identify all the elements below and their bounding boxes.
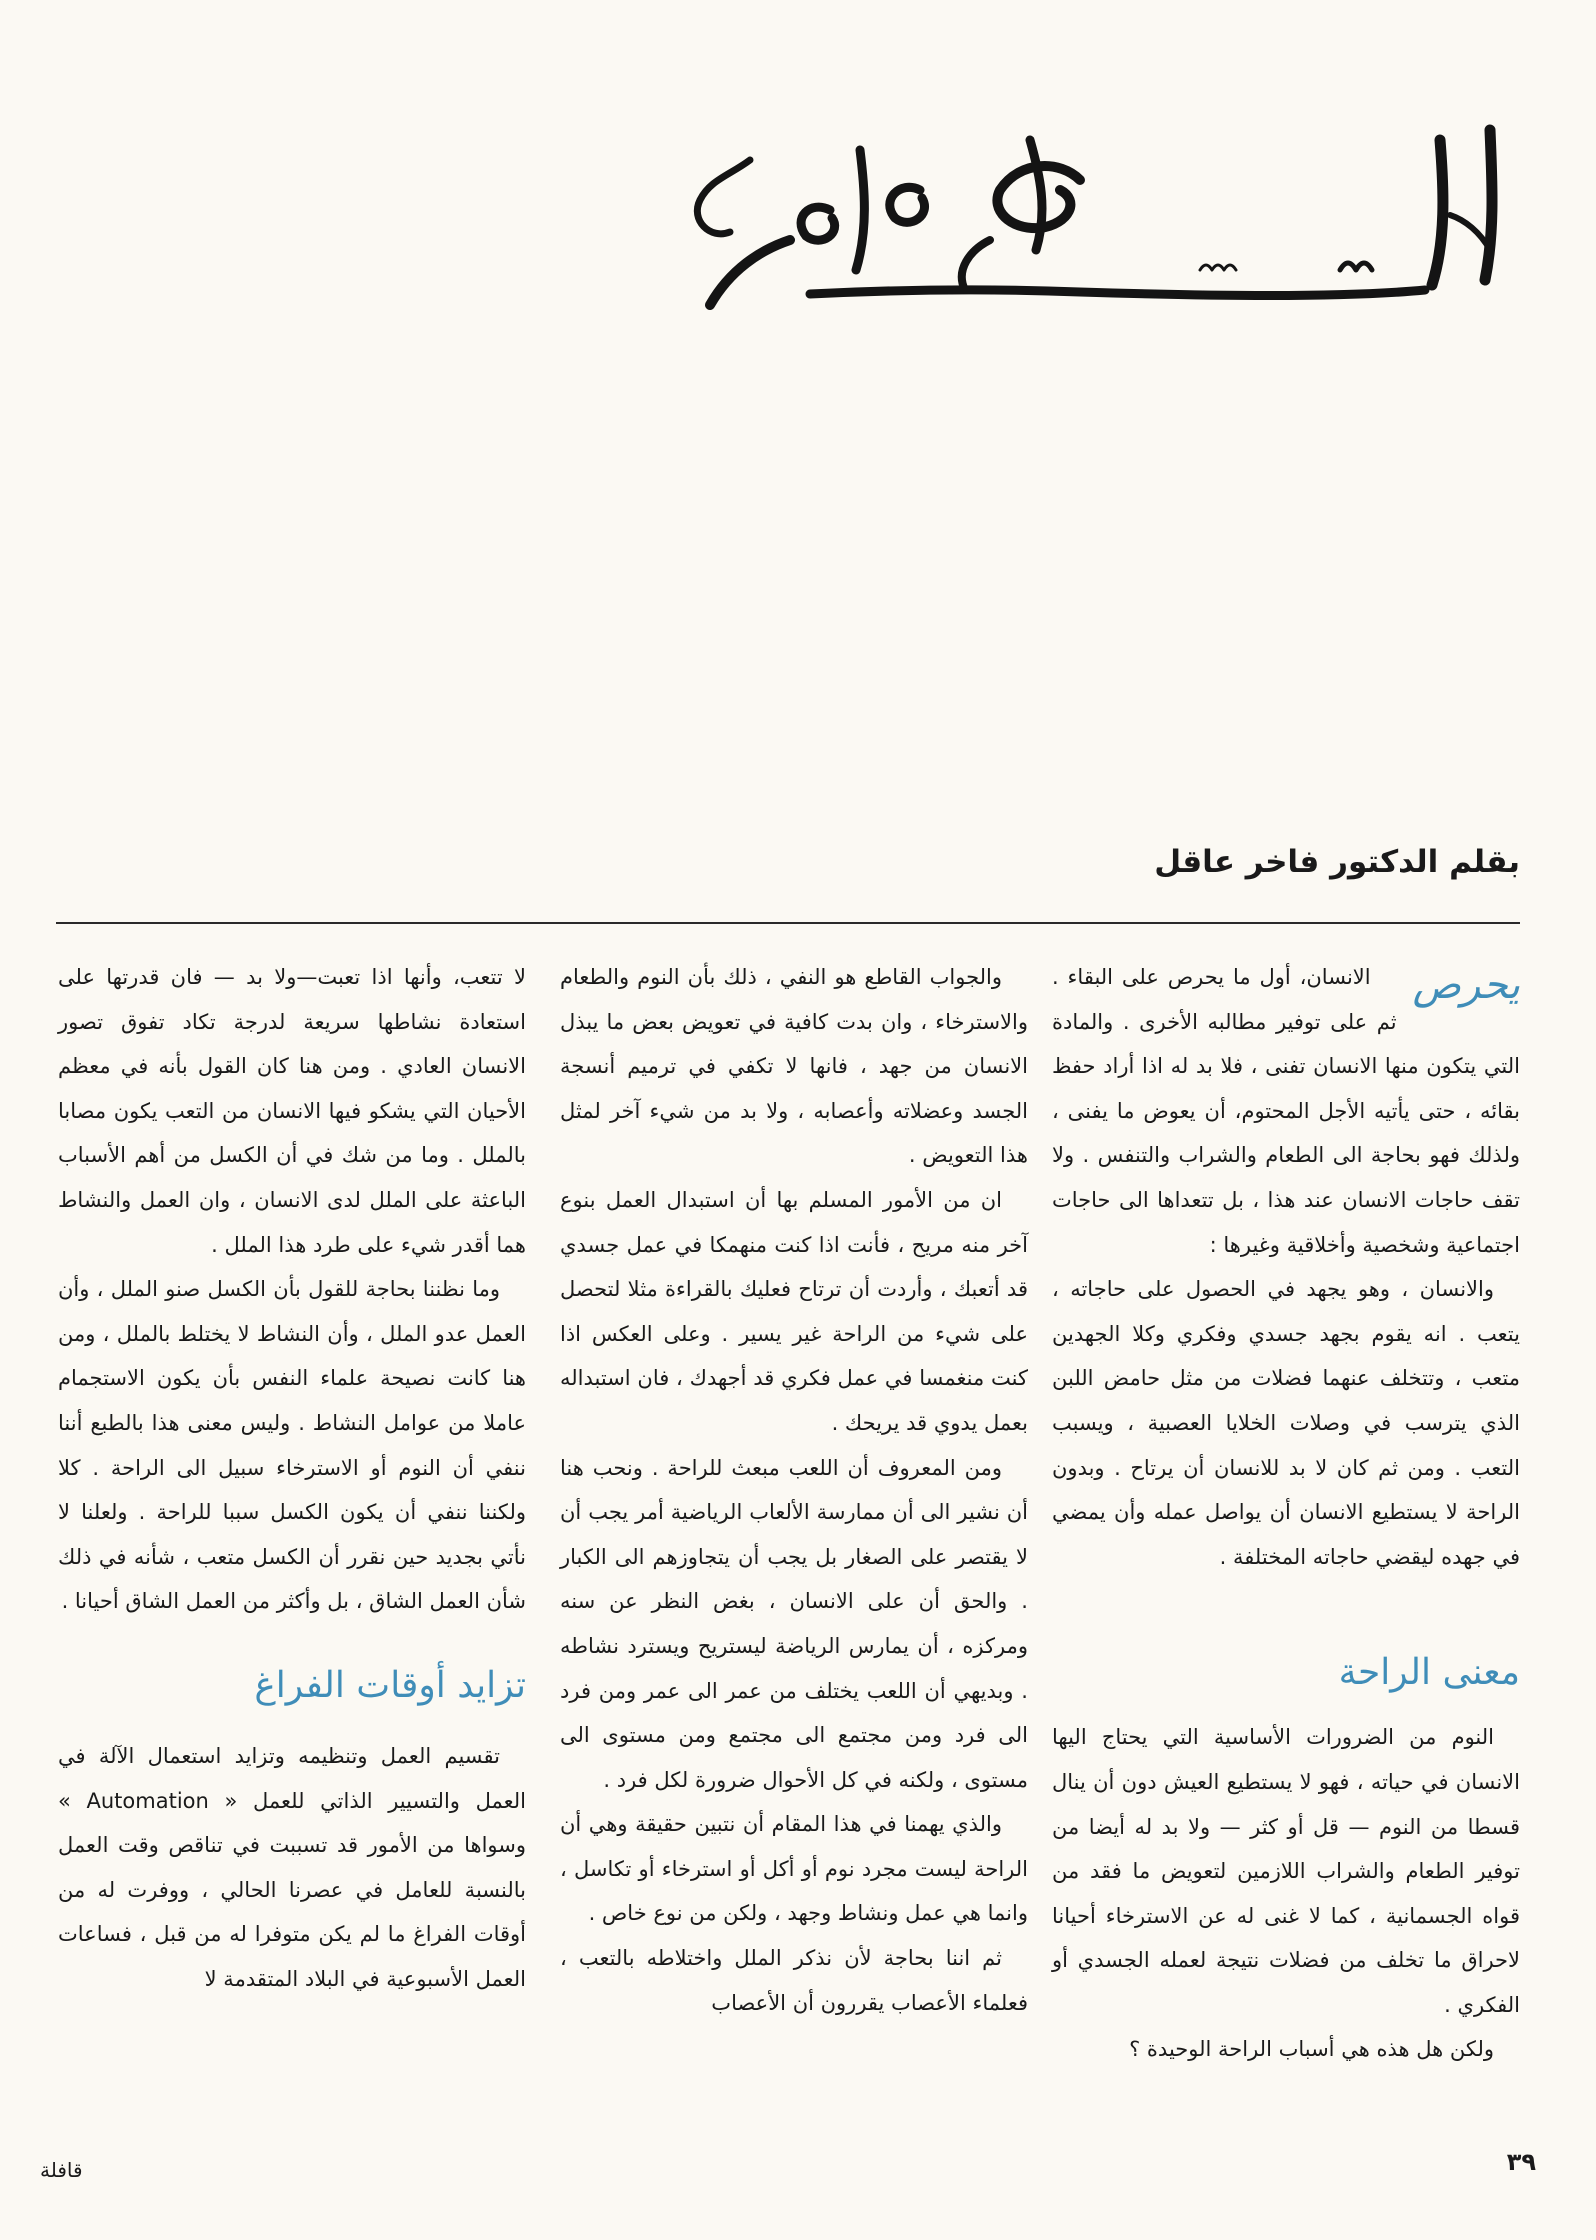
- magazine-name: قافلة: [40, 2158, 83, 2182]
- paragraph: لا تتعب، وأنها اذا تعبت—ولا بد — فان قدرتها على استعادة نشاطها سريعة لدرجة تكاد تفوق تصور الانسان العادي . ومن هنا كان القول بأنه في معظم الأحيان التي يشكو فيها الانسان من التعب يكون مصابا بالملل . وما من شك في أن الكسل من أهم الأسباب الباعثة على الملل لدى الانسان ، وان العمل والنشاط هما أقدر شيء على طرد هذا الملل .: [58, 965, 526, 1257]
- section-heading: تزايد أوقات الفراغ: [254, 1664, 526, 1706]
- section-heading: معنى الراحة: [1338, 1652, 1520, 1694]
- paragraph: ومن المعروف أن اللعب مبعث للراحة . ونحب هنا أن نشير الى أن ممارسة الألعاب الرياضية أمر يجب أن لا يقتصر على الصغار بل يجب أن يتجاوزهم الى الكبار . والحق أن على الانسان ، بغض النظر عن سنه ومركزه ، أن يمارس الرياضة ليستريح ويسترد نشاطه . وبديهي أن اللعب يختلف من عمر الى عمر ومن فرد الى فرد ومن مجتمع الى مجتمع ومن مستوى الى مستوى ، ولكنه في كل الأحوال ضرورة لكل فرد .: [560, 1455, 1028, 1792]
- paragraph: ان من الأمور المسلم بها أن استبدال العمل بنوع آخر منه مريح ، فأنت اذا كنت منهمكا في عمل جسدي قد أتعبك ، وأردت أن ترتاح فعليك بالقراءة مثلا لتحصل على شيء من الراحة غير يسير . وعلى العكس اذا كنت منغمسا في عمل فكري قد أجهدك ، فان استبداله بعمل يدوي قد يريحك .: [560, 1187, 1028, 1435]
- divider-rule: [56, 922, 1520, 924]
- page-number: ٣٩: [1506, 2148, 1536, 2176]
- paragraph: تقسيم العمل وتنظيمه وتزايد استعمال الآلة في العمل والتسيير الذاتي للعمل « Automation » وسواها من الأمور قد تسببت في تناقص وقت العمل بالنسبة للعامل في عصرنا الحالي ، ووفرت له من أوقات الفراغ ما لم يكن متوفرا له من قبل ، فساعات العمل الأسبوعية في البلاد المتقدمة لا: [58, 1743, 526, 1991]
- paragraph: وما نظننا بحاجة للقول بأن الكسل صنو الملل ، وأن العمل عدو الملل ، وأن النشاط لا يختلط بالملل ، ومن هنا كانت نصيحة علماء النفس بأن يكون الاستجمام عاملا من عوامل النشاط . وليس معنى هذا بالطبع أننا ننفي أن النوم أو الاسترخاء سبيل الى الراحة . كلا ولكننا ننفي أن يكون الكسل سببا للراحة . ولعلنا لا نأتي بجديد حين نقرر أن الكسل متعب ، شأنه في ذلك شأن العمل الشاق ، بل وأكثر من العمل الشاق أحيانا .: [58, 1277, 526, 1614]
- article-title: [560, 120, 1520, 320]
- paragraph: والذي يهمنا في هذا المقام أن نتبين حقيقة وهي أن الراحة ليست مجرد نوم أو أكل أو استرخاء أو تكاسل ، وانما هي عمل ونشاط وجهد ، ولكن من نوع خاص .: [560, 1812, 1028, 1926]
- paragraph: والانسان ، وهو يجهد في الحصول على حاجاته ، يتعب . انه يقوم بجهد جسدي وفكري وكلا الجهدين متعب ، وتتخلف عنهما فضلات من مثل حامض اللبن الذي يترسب في وصلات الخلايا العصبية ، ويسبب التعب . ومن ثم كان لا بد للانسان أن يرتاح . وبدون الراحة لا يستطيع الانسان أن يواصل عمله وأن يمضي في جهده ليقضي حاجاته المختلفة .: [1052, 1277, 1520, 1569]
- byline: بقلم الدكتور فاخر عاقل: [1154, 844, 1520, 880]
- column-middle: [560, 955, 1028, 2130]
- paragraph: ولكن هل هذه هي أسباب الراحة الوحيدة ؟: [1129, 2037, 1494, 2062]
- paragraph: الانسان، أول ما يحرص على البقاء . ثم على توفير مطالبه الأخرى . والمادة التي يتكون منها الانسان تفنى ، فلا بد له اذا أراد حفظ بقائه ، حتى يأتيه الأجل المحتوم، أن يعوض ما يفنى ، ولذلك فهو بحاجة الى الطعام والشراب والتنفس . ولا تقف حاجات الانسان عند هذا ، بل تتعداها الى حاجات اجتماعية وشخصية وأخلاقية وغيرها :: [1052, 965, 1520, 1257]
- paragraph: ثم اننا بحاجة لأن نذكر الملل واختلاطه بالتعب ، فعلماء الأعصاب يقررون أن الأعصاب: [560, 1946, 1028, 2015]
- paragraph: والجواب القاطع هو النفي ، ذلك بأن النوم والطعام والاسترخاء ، وان بدت كافية في تعويض بعض ما يبذل الانسان من جهد ، فانها لا تكفي في ترميم أنسجة الجسد وعضلاته وأعصابه ، ولا بد من شيء آخر لمثل هذا التعويض .: [560, 965, 1028, 1168]
- paragraph: النوم من الضرورات الأساسية التي يحتاج اليها الانسان في حياته ، فهو لا يستطيع العيش دون أن ينال قسطا من النوم — قل أو كثر — ولا بد له أيضا من توفير الطعام والشراب اللازمين لتعويض ما فقد من قواه الجسمانية ، كما لا غنى له عن الاسترخاء أحيانا لاحراق ما تخلف من فضلات نتيجة لعمله الجسدي أو الفكري .: [1052, 1725, 1520, 2017]
- column-left: [58, 955, 526, 2130]
- column-right: [1052, 955, 1520, 2130]
- drop-word: يحرص: [1412, 962, 1520, 1008]
